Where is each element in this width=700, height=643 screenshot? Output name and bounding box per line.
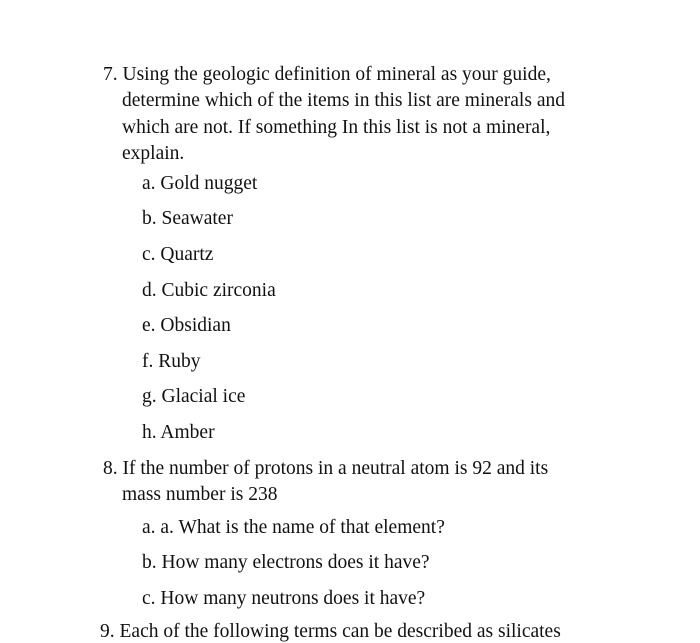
question-8-item-c: c. How many neutrons does it have? (142, 588, 426, 609)
question-7-item-h: h. Amber (142, 422, 215, 443)
question-8-text-1: If the number of protons in a neutral atom is 92 and its (122, 458, 549, 479)
question-7-item-d: d. Cubic zirconia (142, 280, 276, 301)
question-8-line-2: mass number is 238 (122, 484, 278, 505)
question-8-line-1 (103, 456, 603, 483)
question-7-line-4: explain. (122, 143, 185, 164)
question-8-number: 8. (103, 458, 118, 479)
question-7-text-1: Using the geologic definition of mineral as your guide, (122, 64, 551, 85)
question-7-item-f: f. Ruby (142, 351, 201, 372)
question-7-item-g: g. Glacial ice (142, 386, 246, 407)
question-7-item-e: e. Obsidian (142, 315, 231, 336)
next-question-partial (100, 618, 561, 642)
question-7-line-2: determine which of the items in this list are minerals and (122, 90, 565, 111)
question-7-line-3: which are not. If something In this list is not a mineral, (122, 117, 551, 138)
next-question-partial-text: 9. Each of the following terms can be described as silicates (100, 621, 561, 642)
question-7-number: 7. (103, 64, 118, 85)
question-8-item-a: a. a. What is the name of that element? (142, 517, 445, 538)
question-7-item-b: b. Seawater (142, 208, 233, 229)
question-7-item-a: a. Gold nugget (142, 173, 258, 194)
question-7-line-1 (103, 62, 603, 89)
question-8-item-b: b. How many electrons does it have? (142, 552, 430, 573)
question-7-item-c: c. Quartz (142, 244, 214, 265)
